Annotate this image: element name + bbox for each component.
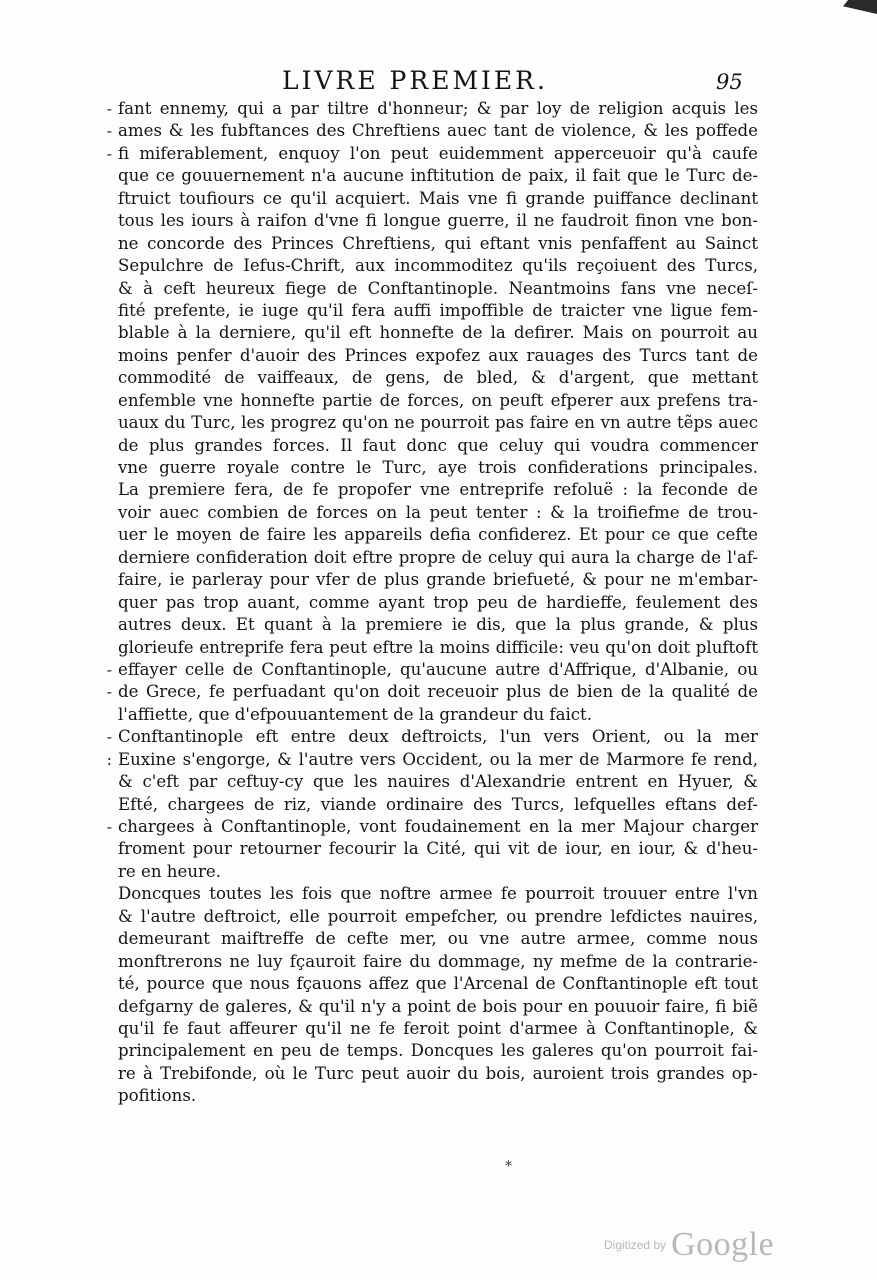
margin-mark — [96, 592, 112, 614]
watermark-prefix: Digitized by — [604, 1238, 667, 1252]
margin-mark — [96, 928, 112, 950]
body-text — [118, 98, 758, 1108]
digitized-watermark — [604, 1226, 774, 1264]
margin-mark — [96, 345, 112, 367]
text-line: té, pource que nous fçauons affez que l'Arcenal de Conftantinople eft tout — [118, 974, 758, 994]
margin-mark — [96, 883, 112, 905]
text-line: uaux du Turc, les progrez qu'on ne pourroit pas faire en vn autre tẽps auec — [118, 413, 758, 433]
text-line: froment pour retourner fecourir la Cité, qui vit de iour, en iour, & d'heu- — [118, 839, 758, 859]
text-line: & l'autre deftroict, elle pourroit empefcher, ou prendre lefdictes nauires, — [118, 906, 758, 926]
margin-mark — [96, 996, 112, 1018]
ink-blot-mark: ⁎ — [505, 1154, 512, 1170]
text-line: La premiere fera, de fe propofer vne entreprife refoluë : la feconde de — [118, 480, 758, 500]
text-line: pofitions. — [118, 1086, 197, 1106]
margin-mark — [96, 838, 112, 860]
page-number: 95 — [716, 70, 743, 94]
margin-mark — [96, 300, 112, 322]
margin-mark — [96, 233, 112, 255]
watermark-logo: Google — [671, 1226, 775, 1263]
margin-mark: : — [106, 749, 112, 769]
text-line: uer le moyen de faire les appareils defia confiderez. Et pour ce que cefte — [118, 525, 758, 545]
margin-mark — [96, 188, 112, 210]
margin-notes — [96, 98, 112, 1108]
text-line: chargees à Conftantinople, vont foudainement en la mer Majour charger — [118, 817, 758, 836]
text-line: glorieufe entreprife fera peut eftre la moins difficile: veu qu'on doit pluftoft — [118, 637, 758, 657]
margin-mark — [96, 906, 112, 928]
text-line: & c'eft par ceftuy-cy que les nauires d'Alexandrie entrent en Hyuer, & — [118, 772, 758, 792]
text-line: vne guerre royale contre le Turc, aye trois confiderations principales. — [118, 458, 758, 477]
text-line: moins penfer d'auoir des Princes expofez aux rauages des Turcs tant de — [118, 345, 758, 365]
text-line: quer pas trop auant, comme ayant trop peu de hardieffe, feulement des — [118, 592, 758, 612]
text-line: faire, ie parleray pour vfer de plus grande briefueté, & pour ne m'embar- — [118, 570, 758, 590]
running-title: LIVRE PREMIER. — [282, 66, 548, 95]
text-line: ames & les fubftances des Chreftiens auec tant de violence, & les poffede — [118, 121, 758, 141]
margin-mark: - — [106, 659, 112, 679]
margin-mark: - — [106, 143, 112, 163]
margin-mark — [96, 390, 112, 412]
margin-mark — [96, 255, 112, 277]
text-line: Conftantinople eft entre deux deftroicts, l'un vers Orient, ou la mer — [118, 727, 758, 747]
margin-mark — [96, 435, 112, 457]
text-line: effayer celle de Conftantinople, qu'aucune autre d'Affrique, d'Albanie, ou — [118, 659, 758, 679]
margin-mark — [96, 637, 112, 659]
text-line: fi miferablement, enquoy l'on peut euidemment apperceuoir qu'à caufe — [118, 143, 758, 163]
margin-mark — [96, 278, 112, 300]
scan-corner-mark — [843, 0, 877, 14]
margin-mark — [96, 547, 112, 569]
margin-mark — [96, 951, 112, 973]
margin-mark — [96, 502, 112, 524]
margin-mark — [96, 1085, 112, 1107]
margin-mark — [96, 704, 112, 726]
text-line: ftruict toufiours ce qu'il acquiert. Mais vne fi grande puiffance declinant — [118, 188, 758, 208]
text-line: Euxine s'engorge, & l'autre vers Occident, ou la mer de Marmore fe rend, — [118, 749, 758, 769]
text-line: tous les iours à raifon d'vne fi longue guerre, il ne faudroit finon vne bon- — [118, 211, 758, 231]
margin-mark — [96, 861, 112, 883]
text-line: re en heure. — [118, 861, 222, 881]
margin-mark — [96, 569, 112, 591]
text-line: ne concorde des Princes Chreftiens, qui eftant vnis penfaffent au Sainct — [118, 233, 758, 253]
text-line: fité prefente, ie iuge qu'il fera auffi impoffible de traicter vne ligue fem- — [118, 300, 758, 320]
margin-mark — [96, 412, 112, 434]
text-line: voir auec combien de forces on la peut tenter : & la troifiefme de trou- — [118, 502, 758, 522]
margin-mark — [96, 973, 112, 995]
text-line: commodité de vaiffeaux, de gens, de bled, & d'argent, que mettant — [118, 368, 758, 388]
text-line: autres deux. Et quant à la premiere ie dis, que la plus grande, & plus — [118, 615, 758, 635]
margin-mark — [96, 367, 112, 389]
text-line: Doncques toutes les fois que noftre armee fe pourroit trouuer entre l'vn — [118, 884, 758, 904]
margin-mark — [96, 771, 112, 793]
margin-mark — [96, 1063, 112, 1085]
text-line: de plus grandes forces. Il faut donc que celuy qui voudra commencer — [118, 435, 758, 455]
text-line: blable à la derniere, qu'il eft honnefte de la defirer. Mais on pourroit au — [118, 323, 758, 343]
margin-mark — [96, 794, 112, 816]
margin-mark — [96, 210, 112, 232]
text-line: que ce gouuernement n'a aucune inftitution de paix, il fait que le Turc de- — [118, 166, 758, 186]
text-line: derniere confideration doit eftre propre de celuy qui aura la charge de l'af- — [118, 547, 758, 567]
text-line: monftrerons ne luy fçauroit faire du dommage, ny mefme de la contrarie- — [118, 951, 758, 971]
margin-mark: - — [106, 99, 112, 118]
margin-mark — [96, 322, 112, 344]
text-line: demeurant maiftreffe de cefte mer, ou vne autre armee, comme nous — [118, 929, 758, 949]
margin-mark — [96, 479, 112, 501]
text-line: Sepulchre de Iefus-Chrift, aux incommoditez qu'ils reçoiuent des Turcs, — [118, 256, 758, 276]
text-line: re à Trebifonde, où le Turc peut auoir du bois, auroient trois grandes op- — [118, 1063, 758, 1083]
text-line: Efté, chargees de riz, viande ordinaire des Turcs, lefquelles eftans def- — [118, 794, 758, 814]
margin-mark — [96, 165, 112, 187]
margin-mark: - — [106, 727, 112, 747]
margin-mark: - — [106, 817, 112, 836]
margin-mark: - — [106, 121, 112, 141]
text-line: defgarny de galeres, & qu'il n'y a point de bois pour en pouuoir faire, fi biẽ — [118, 996, 758, 1016]
margin-mark — [96, 1018, 112, 1040]
margin-mark — [96, 614, 112, 636]
text-line: l'affiette, que d'efpouuantement de la grandeur du faict. — [118, 704, 592, 724]
margin-mark — [96, 457, 112, 479]
text-line: qu'il fe faut affeurer qu'il ne fe feroit point d'armee à Conftantinople, & — [118, 1018, 758, 1038]
text-line: principalement en peu de temps. Doncques les galeres qu'on pourroit fai- — [118, 1041, 758, 1061]
text-line: enfemble vne honnefte partie de forces, on peuft efperer aux prefens tra- — [118, 390, 758, 410]
text-line: fant ennemy, qui a par tiltre d'honneur; & par loy de religion acquis les — [118, 99, 758, 118]
margin-mark — [96, 1040, 112, 1062]
margin-mark: - — [106, 682, 112, 702]
margin-mark — [96, 524, 112, 546]
text-line: & à ceft heureux fiege de Conftantinople. Neantmoins fans vne neceſ- — [118, 278, 758, 298]
text-line: de Grece, fe perfuadant qu'on doit receuoir plus de bien de la qualité de — [118, 682, 758, 702]
